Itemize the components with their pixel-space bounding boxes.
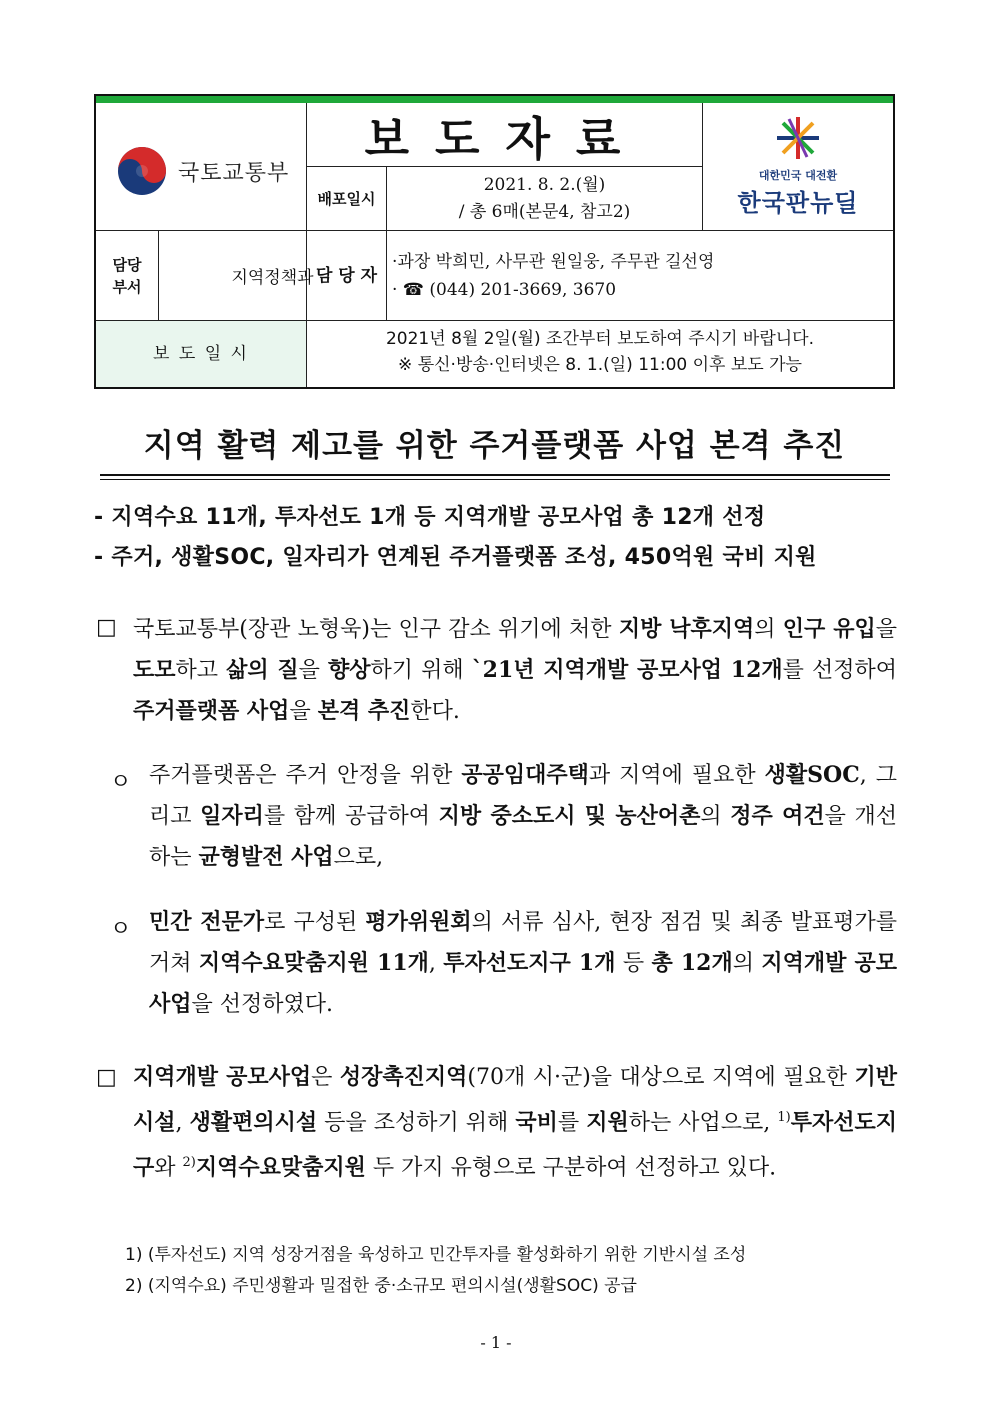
distribution-info — [387, 172, 702, 230]
emphasis-text: 생활편의시설 — [189, 1109, 318, 1136]
emphasis-text: 일자리 — [200, 803, 264, 829]
ministry-logo — [116, 136, 306, 206]
emphasis-text: 인구 유입 — [782, 616, 876, 642]
paragraph-text: 을 — [875, 617, 898, 642]
paragraph-text: 한다. — [410, 699, 460, 724]
paragraph-text: , — [428, 951, 444, 976]
ministry-name: 국토교통부 — [178, 160, 290, 186]
emphasis-text: 기반시설 — [133, 1064, 897, 1136]
paragraph-1 — [133, 609, 897, 732]
contact-persons: ·과장 박희민, 사무관 원일웅, 주무관 길선영 — [392, 252, 715, 272]
paragraph-text: 2) — [182, 1155, 196, 1171]
distribution-date: 2021. 8. 2.(월) — [483, 175, 606, 195]
paragraph-text: (70개 시·군)을 대상으로 지역에 필요한 — [467, 1065, 855, 1090]
paragraph-text: 을 선정하였다. — [191, 992, 334, 1017]
korean-new-deal-logo — [704, 106, 892, 226]
paragraph-text: 를 함께 공급하여 — [263, 804, 439, 829]
paragraph-text: 1) — [777, 1110, 791, 1125]
paragraph-text: 은 — [311, 1065, 340, 1090]
header-green-bar — [96, 96, 893, 103]
emphasis-text: 삶의 질 — [226, 657, 299, 683]
dept-label: 담당 부서 — [112, 255, 142, 296]
emphasis-text: 성장촉진지역 — [339, 1064, 468, 1090]
taegeuk-icon — [116, 145, 168, 197]
box-bullet-2: □ — [96, 1065, 117, 1090]
headline: 지역 활력 제고를 위한 주거플랫폼 사업 본격 추진 — [143, 428, 846, 464]
paragraph-text: 등을 조성하기 위해 — [317, 1110, 516, 1136]
paragraph-text: 과 지역에 필요한 — [588, 763, 765, 788]
emphasis-text: 균형발전 사업 — [198, 844, 334, 870]
emphasis-text: 평가위원회 — [365, 909, 472, 935]
emphasis-text: 지방 낙후지역 — [618, 616, 755, 642]
paragraph-text: 국토교통부(장관 노형욱)는 인구 감소 위기에 처한 — [133, 617, 619, 642]
circle-bullet-1: ㅇ — [110, 770, 132, 795]
paragraph-text: 두 가지 유형으로 구분하여 선정하고 있다. — [365, 1155, 777, 1181]
paragraph-text: 의 — [700, 804, 731, 829]
emphasis-text: 주거플랫폼 사업 — [133, 698, 290, 724]
emphasis-text: 총 12개 — [651, 950, 733, 976]
paragraph-3 — [149, 902, 897, 1025]
paragraph-text: 하는 사업으로, — [628, 1110, 778, 1136]
emphasis-text: 지역개발 공모사업 — [149, 950, 897, 1017]
paragraph-text: 하고 — [175, 658, 227, 683]
emphasis-text: 투자선도지구 1개 — [443, 950, 616, 976]
contact-label: 담 당 자 — [315, 265, 378, 286]
paragraph-text: , — [175, 1110, 190, 1136]
dept-value: 지역정책과 — [231, 268, 314, 288]
press-header-table — [94, 94, 895, 389]
release-line-1: 2021년 8월 2일(월) 조간부터 보도하여 주시기 바랍니다. — [385, 329, 814, 349]
new-deal-icon — [775, 115, 821, 161]
page-number: - 1 - — [480, 1333, 512, 1352]
contact-phone: · ☎ (044) 201-3669, 3670 — [392, 280, 617, 300]
paragraph-text: 로 구성된 — [264, 910, 366, 935]
release-info — [307, 326, 893, 378]
emphasis-text: `21년 지역개발 공모사업 12개 — [471, 657, 783, 683]
paragraph-text: 등 — [615, 951, 652, 976]
distribution-label: 배포일시 — [317, 189, 376, 208]
subhead-2: - 주거, 생활SOC, 일자리가 연계된 주거플랫폼 조성, 450억원 국비 지원 — [94, 545, 817, 570]
paragraph-text: 을 — [298, 658, 328, 683]
subhead-1: - 지역수요 11개, 투자선도 1개 등 지역개발 공모사업 총 12개 선정 — [94, 505, 766, 530]
emphasis-text: 투자선도지구 — [133, 1109, 897, 1181]
emphasis-text: 도모 — [133, 657, 176, 683]
paragraph-text: 으로, — [333, 845, 384, 870]
emphasis-text: 지역개발 공모사업 — [133, 1064, 312, 1090]
emphasis-text: 생활SOC — [764, 762, 860, 788]
paragraph-text: 의 서류 심사, 현장 점검 및 최종 발표평가를 거쳐 — [149, 910, 897, 976]
new-deal-title: 한국판뉴딜 — [737, 188, 859, 217]
paragraph-text: 의 — [732, 951, 762, 976]
emphasis-text: 지방 중소도시 및 농산어촌 — [438, 803, 701, 829]
paragraph-4 — [133, 1057, 897, 1189]
paragraph-text: 를 선정하여 — [782, 658, 897, 683]
paragraph-text: 를 — [557, 1110, 587, 1136]
emphasis-text: 지역수요맞춤지원 11개 — [198, 950, 429, 976]
emphasis-text: 지원 — [586, 1109, 629, 1136]
emphasis-text: 지역수요맞춤지원 — [195, 1154, 366, 1181]
emphasis-text: 본격 추진 — [317, 698, 411, 724]
footnote-2: 2) (지역수요) 주민생활과 밀접한 중·소규모 편의시설(생활SOC) 공급 — [125, 1276, 637, 1296]
paragraph-2 — [149, 755, 897, 878]
emphasis-text: 향상 — [327, 657, 371, 683]
paragraph-text: 와 — [154, 1155, 183, 1181]
paragraph-text: 하기 위해 — [370, 658, 472, 683]
new-deal-caption: 대한민국 대전환 — [758, 168, 838, 182]
contact-info — [392, 248, 887, 304]
paragraph-text: , 그리고 — [149, 763, 897, 829]
paragraph-text: 의 — [754, 617, 783, 642]
headline-rule — [100, 474, 890, 476]
headline-rule-thin — [100, 479, 890, 480]
footnote-1: 1) (투자선도) 지역 성장거점을 육성하고 민간투자를 활성화하기 위한 기반시설 조성 — [125, 1245, 747, 1265]
paragraph-text: 주거플랫폼은 주거 안정을 위한 — [149, 763, 462, 788]
box-bullet-1: □ — [96, 615, 117, 640]
paragraph-text: 을 개선하는 — [149, 804, 897, 870]
circle-bullet-2: ㅇ — [110, 917, 132, 942]
emphasis-text: 공공임대주택 — [461, 762, 589, 788]
release-label: 보 도 일 시 — [96, 321, 306, 387]
emphasis-text: 정주 여건 — [730, 803, 825, 829]
press-release-title: 보도자료 — [364, 112, 647, 166]
paragraph-text: 을 — [289, 699, 318, 724]
emphasis-text: 민간 전문가 — [149, 909, 265, 935]
release-line-2: ※ 통신·방송·인터넷은 8. 1.(일) 11:00 이후 보도 가능 — [398, 355, 802, 375]
distribution-pages: / 총 6매(본문4, 참고2) — [458, 202, 631, 222]
emphasis-text: 국비 — [515, 1109, 558, 1136]
